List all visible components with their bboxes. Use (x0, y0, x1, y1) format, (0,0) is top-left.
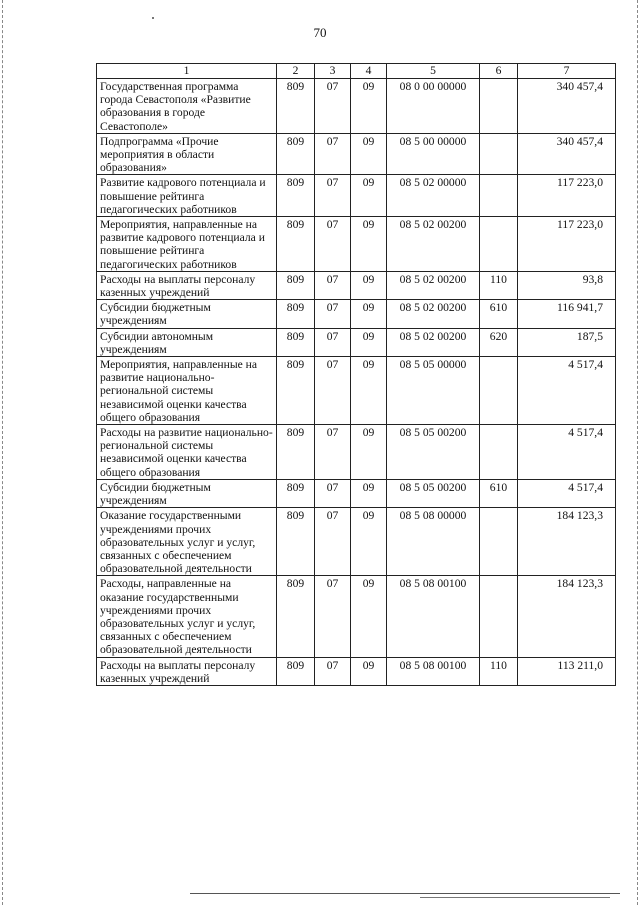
row-name-cell: Расходы, направленные на оказание государственными учреждениями прочих образовательных услуг и услуг, связанных с обеспечением образовательной деятельности (97, 576, 277, 657)
row-gr-cell: 809 (277, 175, 315, 217)
row-gr-cell: 809 (277, 508, 315, 576)
row-subsection-cell: 09 (351, 328, 387, 356)
row-subsection-cell: 09 (351, 79, 387, 134)
row-section-cell: 07 (315, 479, 351, 507)
row-name-cell: Расходы на выплаты персоналу казенных учреждений (97, 657, 277, 685)
row-subsection-cell: 09 (351, 217, 387, 272)
header-col-7: 7 (518, 64, 616, 79)
table-row (97, 79, 616, 134)
row-subsection-cell: 09 (351, 576, 387, 657)
row-subsection-cell: 09 (351, 425, 387, 480)
budget-table (96, 63, 616, 686)
row-section-cell: 07 (315, 425, 351, 480)
row-subsection-cell: 09 (351, 271, 387, 299)
row-gr-cell: 809 (277, 271, 315, 299)
scan-bottom-line (190, 893, 620, 894)
header-col-6: 6 (480, 64, 518, 79)
row-section-cell: 07 (315, 657, 351, 685)
row-name-cell: Субсидии автономным учреждениям (97, 328, 277, 356)
row-gr-cell: 809 (277, 328, 315, 356)
row-amount-cell: 184 123,3 (518, 576, 616, 657)
row-target-article-cell: 08 5 02 00000 (387, 175, 480, 217)
table-row (97, 175, 616, 217)
table-row (97, 217, 616, 272)
row-target-article-cell: 08 5 02 00200 (387, 328, 480, 356)
row-section-cell: 07 (315, 133, 351, 175)
table-row (97, 425, 616, 480)
scan-edge-right (637, 0, 638, 905)
row-amount-cell: 117 223,0 (518, 217, 616, 272)
row-section-cell: 07 (315, 357, 351, 425)
scan-speck (152, 17, 154, 19)
row-section-cell: 07 (315, 217, 351, 272)
table-row (97, 328, 616, 356)
row-section-cell: 07 (315, 576, 351, 657)
header-col-5: 5 (387, 64, 480, 79)
row-target-article-cell: 08 5 05 00200 (387, 479, 480, 507)
row-amount-cell: 4 517,4 (518, 479, 616, 507)
row-subsection-cell: 09 (351, 357, 387, 425)
row-name-cell: Субсидии бюджетным учреждениям (97, 300, 277, 328)
row-amount-cell: 116 941,7 (518, 300, 616, 328)
row-amount-cell: 184 123,3 (518, 508, 616, 576)
row-expense-type-cell: 110 (480, 657, 518, 685)
row-target-article-cell: 08 5 00 00000 (387, 133, 480, 175)
row-expense-type-cell: 110 (480, 271, 518, 299)
table-row (97, 357, 616, 425)
row-section-cell: 07 (315, 271, 351, 299)
header-col-2: 2 (277, 64, 315, 79)
row-expense-type-cell (480, 357, 518, 425)
row-name-cell: Оказание государственными учреждениями прочих образовательных услуг и услуг, связанных с обеспечением образовательной деятельности (97, 508, 277, 576)
row-expense-type-cell (480, 576, 518, 657)
row-amount-cell: 4 517,4 (518, 357, 616, 425)
row-expense-type-cell (480, 217, 518, 272)
row-section-cell: 07 (315, 328, 351, 356)
scan-edge-left (2, 0, 3, 905)
row-section-cell: 07 (315, 300, 351, 328)
row-expense-type-cell: 610 (480, 300, 518, 328)
row-expense-type-cell (480, 79, 518, 134)
row-expense-type-cell: 610 (480, 479, 518, 507)
table-row (97, 576, 616, 657)
table-row (97, 271, 616, 299)
row-name-cell: Развитие кадрового потенциала и повышение рейтинга педагогических работников (97, 175, 277, 217)
budget-table-body (97, 64, 616, 686)
scan-bottom-line-2 (420, 897, 610, 898)
row-expense-type-cell (480, 425, 518, 480)
row-target-article-cell: 08 5 05 00200 (387, 425, 480, 480)
row-target-article-cell: 08 5 02 00200 (387, 217, 480, 272)
table-row (97, 133, 616, 175)
row-section-cell: 07 (315, 175, 351, 217)
row-expense-type-cell (480, 508, 518, 576)
row-gr-cell: 809 (277, 657, 315, 685)
row-subsection-cell: 09 (351, 300, 387, 328)
row-subsection-cell: 09 (351, 508, 387, 576)
header-col-1: 1 (97, 64, 277, 79)
row-amount-cell: 117 223,0 (518, 175, 616, 217)
table-row (97, 479, 616, 507)
table-row (97, 300, 616, 328)
row-name-cell: Мероприятия, направленные на развитие национально-региональной системы независимой оценки качества общего образования (97, 357, 277, 425)
row-subsection-cell: 09 (351, 133, 387, 175)
row-name-cell: Субсидии бюджетным учреждениям (97, 479, 277, 507)
row-gr-cell: 809 (277, 133, 315, 175)
row-amount-cell: 340 457,4 (518, 79, 616, 134)
row-expense-type-cell: 620 (480, 328, 518, 356)
page-number: 70 (313, 25, 327, 40)
header-col-3: 3 (315, 64, 351, 79)
row-section-cell: 07 (315, 79, 351, 134)
header-col-4: 4 (351, 64, 387, 79)
row-amount-cell: 340 457,4 (518, 133, 616, 175)
row-section-cell: 07 (315, 508, 351, 576)
row-gr-cell: 809 (277, 425, 315, 480)
row-target-article-cell: 08 5 02 00200 (387, 271, 480, 299)
row-gr-cell: 809 (277, 217, 315, 272)
row-name-cell: Расходы на выплаты персоналу казенных учреждений (97, 271, 277, 299)
row-target-article-cell: 08 5 08 00000 (387, 508, 480, 576)
row-expense-type-cell (480, 133, 518, 175)
row-subsection-cell: 09 (351, 657, 387, 685)
row-subsection-cell: 09 (351, 175, 387, 217)
row-target-article-cell: 08 5 05 00000 (387, 357, 480, 425)
row-gr-cell: 809 (277, 357, 315, 425)
row-gr-cell: 809 (277, 479, 315, 507)
row-gr-cell: 809 (277, 300, 315, 328)
row-amount-cell: 113 211,0 (518, 657, 616, 685)
row-gr-cell: 809 (277, 79, 315, 134)
row-gr-cell: 809 (277, 576, 315, 657)
row-amount-cell: 187,5 (518, 328, 616, 356)
row-target-article-cell: 08 5 08 00100 (387, 657, 480, 685)
row-subsection-cell: 09 (351, 479, 387, 507)
row-amount-cell: 4 517,4 (518, 425, 616, 480)
row-target-article-cell: 08 5 08 00100 (387, 576, 480, 657)
row-expense-type-cell (480, 175, 518, 217)
row-name-cell: Расходы на развитие национально-региональной системы независимой оценки качества общего образования (97, 425, 277, 480)
row-name-cell: Мероприятия, направленные на развитие кадрового потенциала и повышение рейтинга педагогических работников (97, 217, 277, 272)
row-target-article-cell: 08 5 02 00200 (387, 300, 480, 328)
table-row (97, 508, 616, 576)
table-row (97, 657, 616, 685)
table-header-row (97, 64, 616, 79)
row-name-cell: Подпрограмма «Прочие мероприятия в области образования» (97, 133, 277, 175)
row-name-cell: Государственная программа города Севастополя «Развитие образования в городе Севастополе» (97, 79, 277, 134)
row-amount-cell: 93,8 (518, 271, 616, 299)
row-target-article-cell: 08 0 00 00000 (387, 79, 480, 134)
